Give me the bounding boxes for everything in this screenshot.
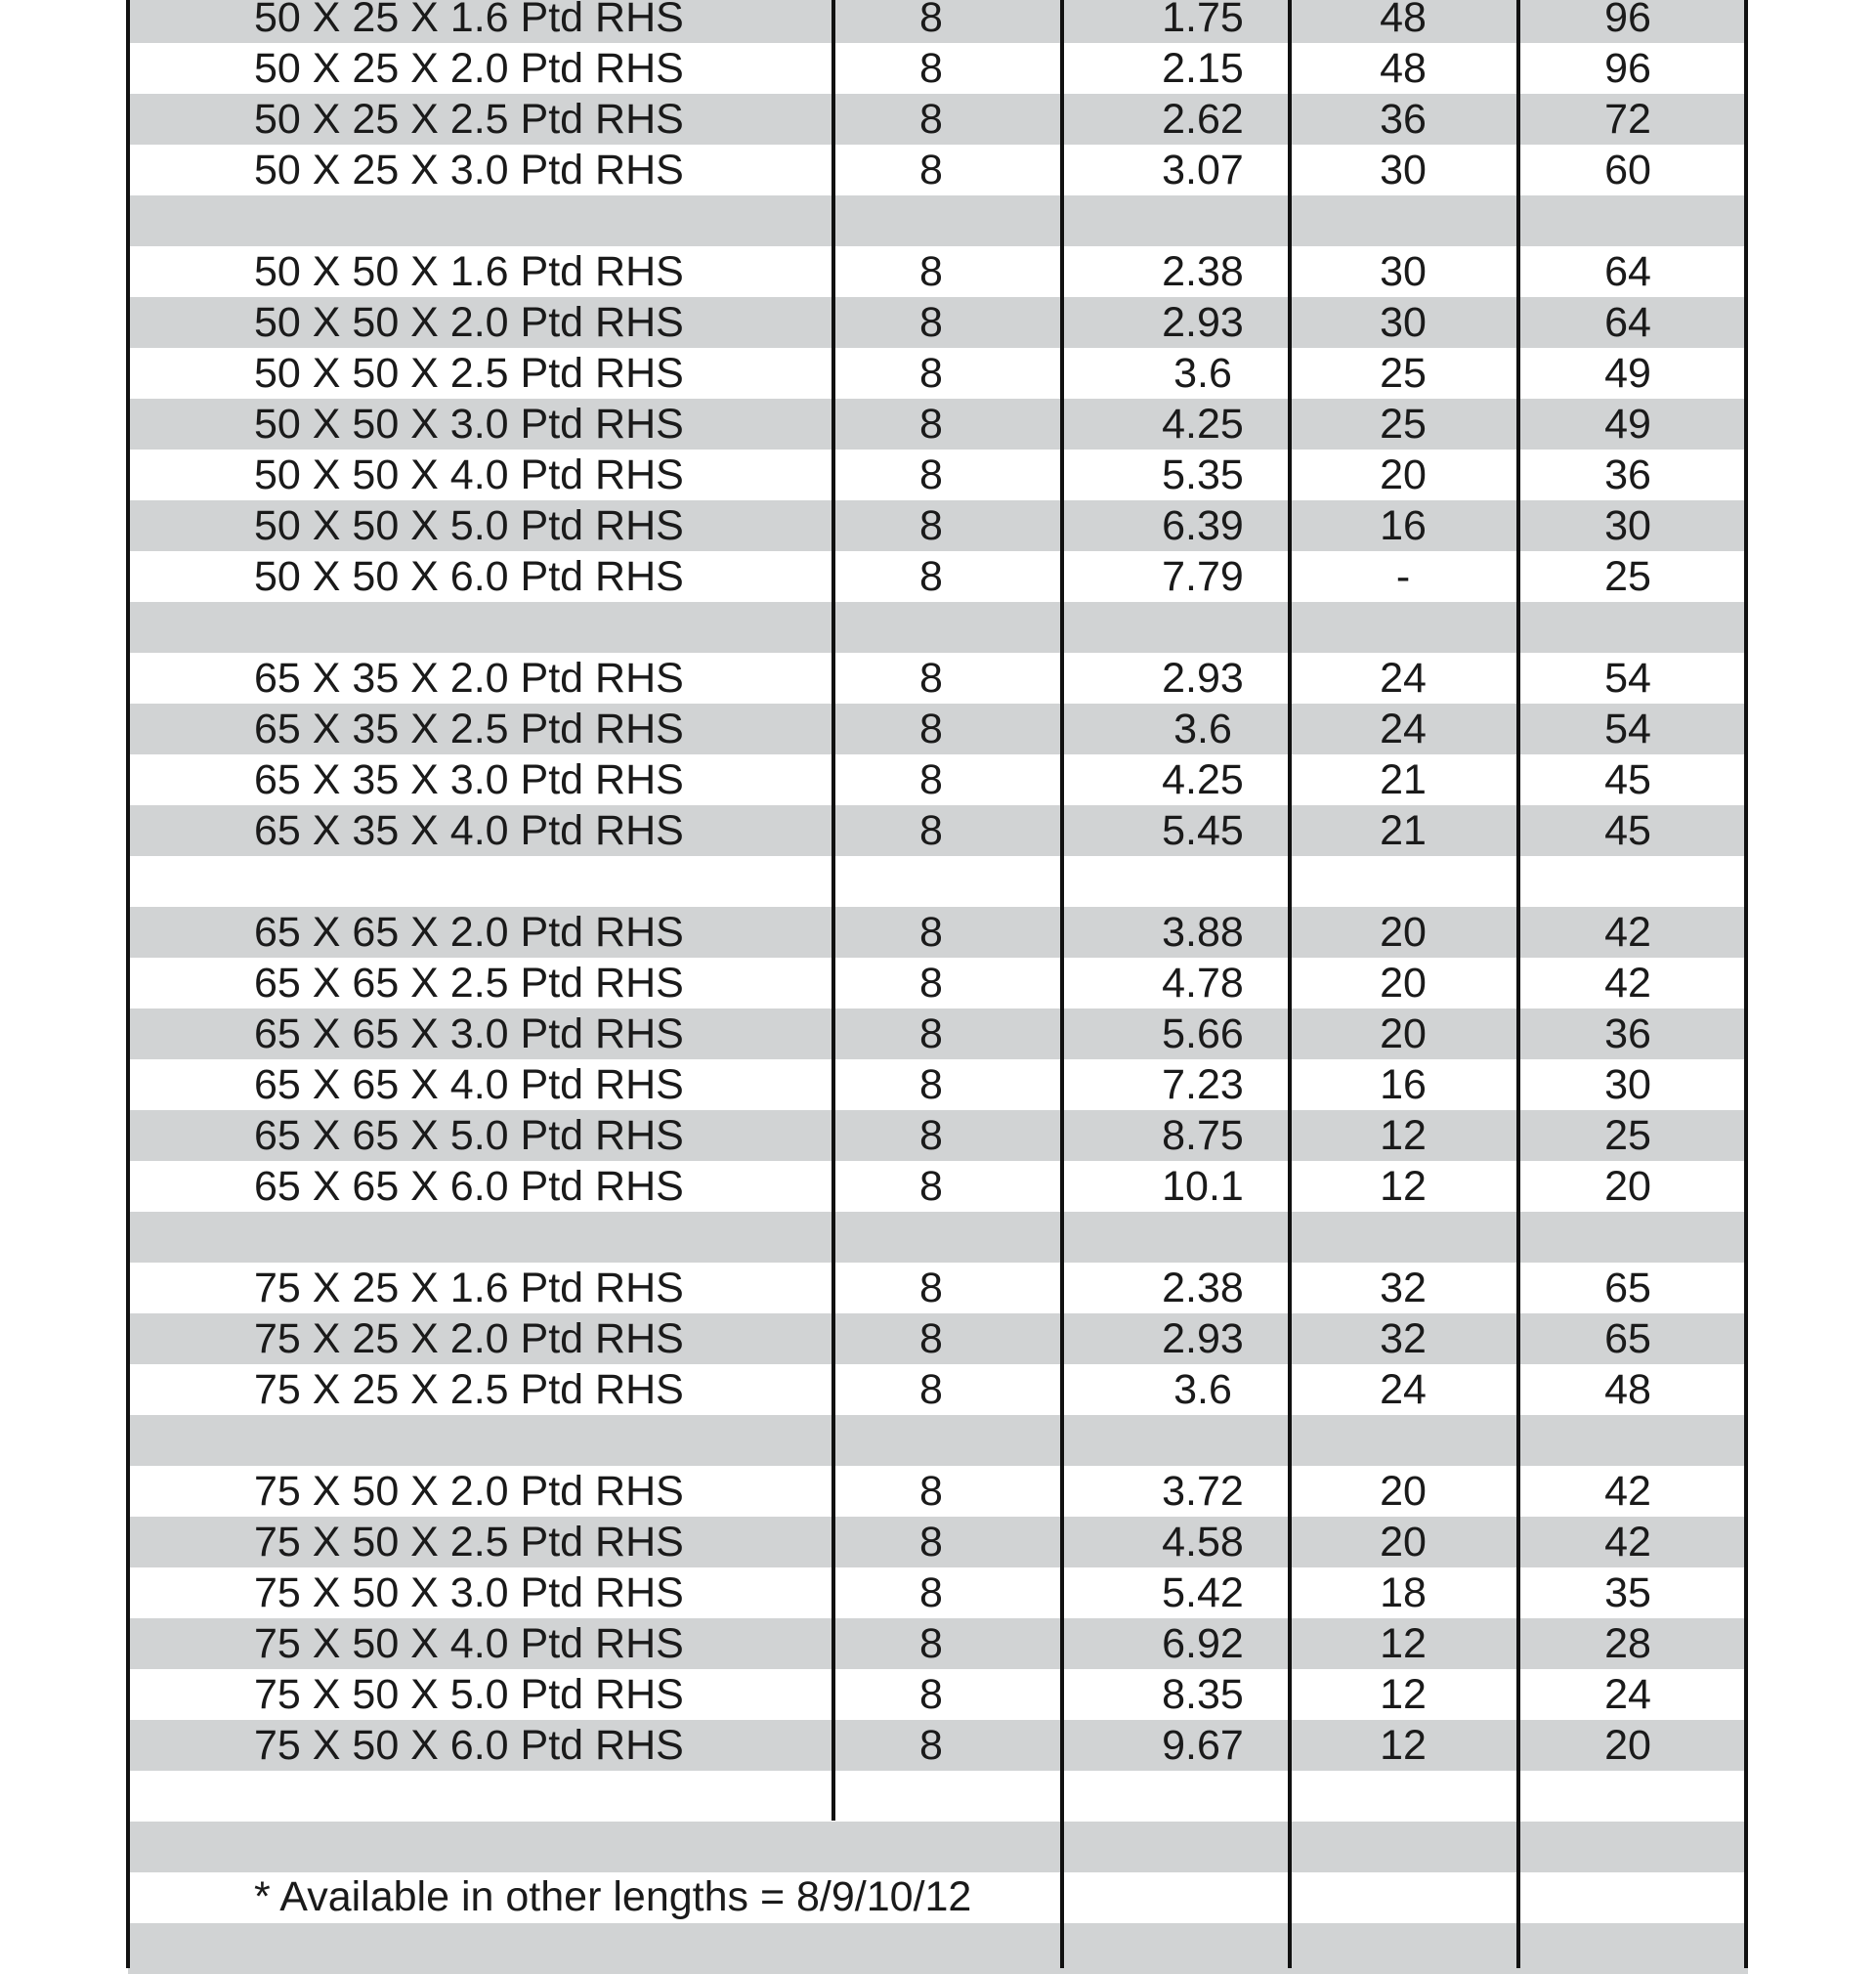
qty-b-cell: 20 bbox=[1604, 1163, 1651, 1210]
qty-a-cell bbox=[1315, 1872, 1491, 1923]
size-cell: 75 X 50 X 2.0 Ptd RHS bbox=[254, 1468, 684, 1515]
weight-cell: 4.58 bbox=[1162, 1519, 1244, 1566]
size-cell: 65 X 65 X 5.0 Ptd RHS bbox=[254, 1112, 684, 1159]
table-row bbox=[128, 1567, 1748, 1618]
qty-b-cell bbox=[1540, 1415, 1716, 1466]
size-cell: 50 X 25 X 2.0 Ptd RHS bbox=[254, 45, 684, 92]
table-row bbox=[128, 1110, 1748, 1161]
qty-a-cell: 24 bbox=[1380, 655, 1427, 702]
qty-b-cell: 54 bbox=[1604, 706, 1651, 752]
column-divider-weight bbox=[1288, 0, 1292, 1968]
table-row bbox=[128, 1720, 1748, 1771]
size-cell: 75 X 50 X 6.0 Ptd RHS bbox=[254, 1722, 684, 1769]
qty-a-cell: 32 bbox=[1380, 1315, 1427, 1362]
qty-b-cell bbox=[1540, 1822, 1716, 1872]
length-cell: 8 bbox=[919, 1265, 943, 1311]
length-cell: 8 bbox=[919, 1163, 943, 1210]
table-row bbox=[128, 856, 1748, 907]
size-cell: 50 X 50 X 2.5 Ptd RHS bbox=[254, 350, 684, 397]
table-row bbox=[128, 1212, 1748, 1263]
size-cell: 50 X 50 X 4.0 Ptd RHS bbox=[254, 451, 684, 498]
length-cell: 8 bbox=[919, 147, 943, 193]
qty-a-cell: 30 bbox=[1380, 299, 1427, 346]
weight-cell: 3.07 bbox=[1162, 147, 1244, 193]
weight-cell: 8.35 bbox=[1162, 1671, 1244, 1718]
weight-cell: 2.38 bbox=[1162, 1265, 1244, 1311]
size-cell: 50 X 50 X 2.0 Ptd RHS bbox=[254, 299, 684, 346]
table-row bbox=[128, 653, 1748, 704]
size-cell: 75 X 50 X 5.0 Ptd RHS bbox=[254, 1671, 684, 1718]
length-cell: 8 bbox=[919, 350, 943, 397]
weight-cell: 2.93 bbox=[1162, 1315, 1244, 1362]
qty-a-cell bbox=[1315, 1212, 1491, 1263]
qty-a-cell: 20 bbox=[1380, 1468, 1427, 1515]
qty-b-cell: 28 bbox=[1604, 1620, 1651, 1667]
table-row bbox=[128, 43, 1748, 94]
qty-b-cell: 30 bbox=[1604, 502, 1651, 549]
size-cell: 50 X 50 X 1.6 Ptd RHS bbox=[254, 248, 684, 295]
column-divider-size bbox=[831, 0, 835, 1821]
qty-a-cell: 21 bbox=[1380, 807, 1427, 854]
weight-cell: 4.25 bbox=[1162, 756, 1244, 803]
size-cell: 65 X 35 X 2.5 Ptd RHS bbox=[254, 706, 684, 752]
qty-a-cell bbox=[1315, 1923, 1491, 1974]
size-cell: 50 X 50 X 5.0 Ptd RHS bbox=[254, 502, 684, 549]
weight-cell: 2.15 bbox=[1162, 45, 1244, 92]
qty-a-cell bbox=[1315, 856, 1491, 907]
weight-cell: 3.6 bbox=[1173, 1366, 1232, 1413]
weight-cell bbox=[1115, 195, 1291, 246]
qty-b-cell: 42 bbox=[1604, 960, 1651, 1007]
length-cell: 8 bbox=[919, 1569, 943, 1616]
table-right-border bbox=[1744, 0, 1748, 1968]
qty-b-cell: 64 bbox=[1604, 299, 1651, 346]
length-cell bbox=[833, 195, 1029, 246]
length-cell: 8 bbox=[919, 1315, 943, 1362]
size-cell: 65 X 65 X 2.0 Ptd RHS bbox=[254, 909, 684, 956]
qty-a-cell: 12 bbox=[1380, 1671, 1427, 1718]
qty-b-cell: 64 bbox=[1604, 248, 1651, 295]
length-cell: 8 bbox=[919, 1112, 943, 1159]
qty-a-cell: 18 bbox=[1380, 1569, 1427, 1616]
qty-b-cell bbox=[1540, 1923, 1716, 1974]
weight-cell: 4.25 bbox=[1162, 401, 1244, 448]
table-row bbox=[128, 907, 1748, 958]
table-row bbox=[128, 399, 1748, 450]
length-cell: 8 bbox=[919, 1671, 943, 1718]
table-row bbox=[128, 94, 1748, 145]
qty-a-cell: 12 bbox=[1380, 1722, 1427, 1769]
size-cell: 65 X 35 X 3.0 Ptd RHS bbox=[254, 756, 684, 803]
weight-cell bbox=[1115, 1872, 1291, 1923]
qty-b-cell: 45 bbox=[1604, 807, 1651, 854]
qty-a-cell: 48 bbox=[1380, 0, 1427, 41]
length-cell: 8 bbox=[919, 756, 943, 803]
table-row bbox=[128, 602, 1748, 653]
weight-cell: 8.75 bbox=[1162, 1112, 1244, 1159]
weight-cell: 3.88 bbox=[1162, 909, 1244, 956]
qty-b-cell bbox=[1540, 195, 1716, 246]
size-cell: 75 X 25 X 1.6 Ptd RHS bbox=[254, 1265, 684, 1311]
length-cell bbox=[833, 1771, 1029, 1822]
size-cell: 65 X 35 X 2.0 Ptd RHS bbox=[254, 655, 684, 702]
size-cell: 50 X 25 X 1.6 Ptd RHS bbox=[254, 0, 684, 41]
table-row bbox=[128, 1263, 1748, 1313]
weight-cell: 10.1 bbox=[1162, 1163, 1244, 1210]
qty-b-cell: 54 bbox=[1604, 655, 1651, 702]
qty-b-cell bbox=[1540, 1212, 1716, 1263]
weight-cell: 4.78 bbox=[1162, 960, 1244, 1007]
table-row bbox=[128, 297, 1748, 348]
footnote: * Available in other lengths = 8/9/10/12 bbox=[254, 1873, 972, 1920]
table-row bbox=[128, 1415, 1748, 1466]
length-cell: 8 bbox=[919, 1010, 943, 1057]
size-cell: 75 X 50 X 2.5 Ptd RHS bbox=[254, 1519, 684, 1566]
column-divider-qty bbox=[1516, 0, 1520, 1968]
length-cell: 8 bbox=[919, 553, 943, 600]
length-cell: 8 bbox=[919, 706, 943, 752]
size-cell: 50 X 50 X 6.0 Ptd RHS bbox=[254, 553, 684, 600]
length-cell bbox=[833, 1923, 1029, 1974]
qty-b-cell: 45 bbox=[1604, 756, 1651, 803]
weight-cell bbox=[1115, 1923, 1291, 1974]
qty-b-cell: 25 bbox=[1604, 553, 1651, 600]
qty-b-cell: 48 bbox=[1604, 1366, 1651, 1413]
length-cell: 8 bbox=[919, 960, 943, 1007]
table-row bbox=[128, 0, 1748, 43]
weight-cell: 5.45 bbox=[1162, 807, 1244, 854]
length-cell: 8 bbox=[919, 299, 943, 346]
weight-cell: 2.62 bbox=[1162, 96, 1244, 143]
size-cell: 75 X 25 X 2.5 Ptd RHS bbox=[254, 1366, 684, 1413]
weight-cell: 6.39 bbox=[1162, 502, 1244, 549]
size-cell: 75 X 50 X 4.0 Ptd RHS bbox=[254, 1620, 684, 1667]
table-row bbox=[128, 754, 1748, 805]
length-cell: 8 bbox=[919, 0, 943, 41]
qty-b-cell: 96 bbox=[1604, 45, 1651, 92]
table-row bbox=[128, 1669, 1748, 1720]
qty-b-cell: 42 bbox=[1604, 1519, 1651, 1566]
length-cell: 8 bbox=[919, 451, 943, 498]
length-cell: 8 bbox=[919, 1620, 943, 1667]
qty-a-cell: 24 bbox=[1380, 1366, 1427, 1413]
qty-a-cell: - bbox=[1395, 553, 1411, 600]
weight-cell: 3.6 bbox=[1173, 706, 1232, 752]
length-cell bbox=[833, 1822, 1029, 1872]
table-row bbox=[128, 500, 1748, 551]
table-row bbox=[128, 1923, 1748, 1974]
size-cell: 65 X 65 X 2.5 Ptd RHS bbox=[254, 960, 684, 1007]
qty-a-cell: 12 bbox=[1380, 1112, 1427, 1159]
table-row bbox=[128, 195, 1748, 246]
table-row bbox=[128, 145, 1748, 195]
qty-a-cell bbox=[1315, 195, 1491, 246]
qty-b-cell: 72 bbox=[1604, 96, 1651, 143]
weight-cell: 3.72 bbox=[1162, 1468, 1244, 1515]
length-cell: 8 bbox=[919, 1519, 943, 1566]
table-row bbox=[128, 348, 1748, 399]
table-row bbox=[128, 1364, 1748, 1415]
qty-a-cell: 20 bbox=[1380, 960, 1427, 1007]
table-row bbox=[128, 246, 1748, 297]
qty-a-cell: 12 bbox=[1380, 1163, 1427, 1210]
weight-cell bbox=[1115, 602, 1291, 653]
length-cell: 8 bbox=[919, 807, 943, 854]
size-cell: 65 X 65 X 4.0 Ptd RHS bbox=[254, 1061, 684, 1108]
qty-b-cell: 25 bbox=[1604, 1112, 1651, 1159]
length-cell: 8 bbox=[919, 1468, 943, 1515]
weight-cell: 2.93 bbox=[1162, 299, 1244, 346]
qty-a-cell: 25 bbox=[1380, 350, 1427, 397]
weight-cell: 2.93 bbox=[1162, 655, 1244, 702]
qty-b-cell bbox=[1540, 1771, 1716, 1822]
length-cell: 8 bbox=[919, 248, 943, 295]
qty-b-cell: 35 bbox=[1604, 1569, 1651, 1616]
weight-cell bbox=[1115, 1212, 1291, 1263]
size-cell: 50 X 50 X 3.0 Ptd RHS bbox=[254, 401, 684, 448]
table-row bbox=[128, 1161, 1748, 1212]
length-cell: 8 bbox=[919, 45, 943, 92]
table-row bbox=[128, 1771, 1748, 1822]
weight-cell bbox=[1115, 1415, 1291, 1466]
table-row bbox=[128, 1008, 1748, 1059]
qty-a-cell: 32 bbox=[1380, 1265, 1427, 1311]
qty-b-cell bbox=[1540, 856, 1716, 907]
weight-cell: 7.79 bbox=[1162, 553, 1244, 600]
weight-cell: 3.6 bbox=[1173, 350, 1232, 397]
qty-a-cell: 24 bbox=[1380, 706, 1427, 752]
table-row bbox=[128, 958, 1748, 1008]
table-row bbox=[128, 1822, 1748, 1872]
weight-cell: 6.92 bbox=[1162, 1620, 1244, 1667]
size-cell: 65 X 65 X 3.0 Ptd RHS bbox=[254, 1010, 684, 1057]
qty-a-cell: 20 bbox=[1380, 1010, 1427, 1057]
length-cell: 8 bbox=[919, 1366, 943, 1413]
table-row bbox=[128, 1618, 1748, 1669]
weight-cell bbox=[1115, 1771, 1291, 1822]
qty-b-cell: 49 bbox=[1604, 350, 1651, 397]
weight-cell: 9.67 bbox=[1162, 1722, 1244, 1769]
qty-a-cell: 12 bbox=[1380, 1620, 1427, 1667]
length-cell: 8 bbox=[919, 1722, 943, 1769]
table-row bbox=[128, 704, 1748, 754]
table-row bbox=[128, 1517, 1748, 1567]
qty-a-cell: 48 bbox=[1380, 45, 1427, 92]
qty-b-cell: 20 bbox=[1604, 1722, 1651, 1769]
qty-a-cell: 20 bbox=[1380, 909, 1427, 956]
size-cell: 75 X 50 X 3.0 Ptd RHS bbox=[254, 1569, 684, 1616]
weight-cell: 1.75 bbox=[1162, 0, 1244, 41]
table-row bbox=[128, 1313, 1748, 1364]
weight-cell: 5.42 bbox=[1162, 1569, 1244, 1616]
length-cell bbox=[833, 602, 1029, 653]
qty-a-cell bbox=[1315, 602, 1491, 653]
table-row bbox=[128, 450, 1748, 500]
qty-a-cell: 30 bbox=[1380, 248, 1427, 295]
qty-a-cell bbox=[1315, 1771, 1491, 1822]
column-divider-length bbox=[1060, 0, 1064, 1968]
size-cell: 50 X 25 X 2.5 Ptd RHS bbox=[254, 96, 684, 143]
length-cell: 8 bbox=[919, 96, 943, 143]
qty-b-cell: 60 bbox=[1604, 147, 1651, 193]
size-cell: 65 X 35 X 4.0 Ptd RHS bbox=[254, 807, 684, 854]
qty-b-cell: 49 bbox=[1604, 401, 1651, 448]
weight-cell: 2.38 bbox=[1162, 248, 1244, 295]
weight-cell: 7.23 bbox=[1162, 1061, 1244, 1108]
weight-cell bbox=[1115, 1822, 1291, 1872]
qty-b-cell: 36 bbox=[1604, 451, 1651, 498]
qty-a-cell: 25 bbox=[1380, 401, 1427, 448]
table-row bbox=[128, 805, 1748, 856]
length-cell bbox=[833, 1415, 1029, 1466]
qty-b-cell: 30 bbox=[1604, 1061, 1651, 1108]
qty-b-cell: 42 bbox=[1604, 909, 1651, 956]
table-row bbox=[128, 1059, 1748, 1110]
qty-b-cell: 24 bbox=[1604, 1671, 1651, 1718]
weight-cell: 5.35 bbox=[1162, 451, 1244, 498]
qty-b-cell bbox=[1540, 602, 1716, 653]
qty-b-cell: 36 bbox=[1604, 1010, 1651, 1057]
table-row bbox=[128, 1466, 1748, 1517]
length-cell: 8 bbox=[919, 1061, 943, 1108]
table-row bbox=[128, 551, 1748, 602]
length-cell: 8 bbox=[919, 909, 943, 956]
qty-b-cell: 65 bbox=[1604, 1265, 1651, 1311]
length-cell: 8 bbox=[919, 401, 943, 448]
qty-a-cell: 21 bbox=[1380, 756, 1427, 803]
qty-b-cell: 96 bbox=[1604, 0, 1651, 41]
qty-b-cell: 42 bbox=[1604, 1468, 1651, 1515]
size-cell: 75 X 25 X 2.0 Ptd RHS bbox=[254, 1315, 684, 1362]
qty-a-cell bbox=[1315, 1822, 1491, 1872]
size-cell: 65 X 65 X 6.0 Ptd RHS bbox=[254, 1163, 684, 1210]
qty-a-cell: 20 bbox=[1380, 1519, 1427, 1566]
qty-b-cell: 65 bbox=[1604, 1315, 1651, 1362]
weight-cell bbox=[1115, 856, 1291, 907]
length-cell bbox=[833, 856, 1029, 907]
length-cell: 8 bbox=[919, 502, 943, 549]
weight-cell: 5.66 bbox=[1162, 1010, 1244, 1057]
qty-a-cell: 36 bbox=[1380, 96, 1427, 143]
qty-a-cell: 16 bbox=[1380, 502, 1427, 549]
size-cell: 50 X 25 X 3.0 Ptd RHS bbox=[254, 147, 684, 193]
table-left-border bbox=[126, 0, 130, 1968]
qty-a-cell: 30 bbox=[1380, 147, 1427, 193]
qty-a-cell: 16 bbox=[1380, 1061, 1427, 1108]
qty-a-cell: 20 bbox=[1380, 451, 1427, 498]
qty-a-cell bbox=[1315, 1415, 1491, 1466]
qty-b-cell bbox=[1540, 1872, 1716, 1923]
length-cell bbox=[833, 1212, 1029, 1263]
length-cell: 8 bbox=[919, 655, 943, 702]
